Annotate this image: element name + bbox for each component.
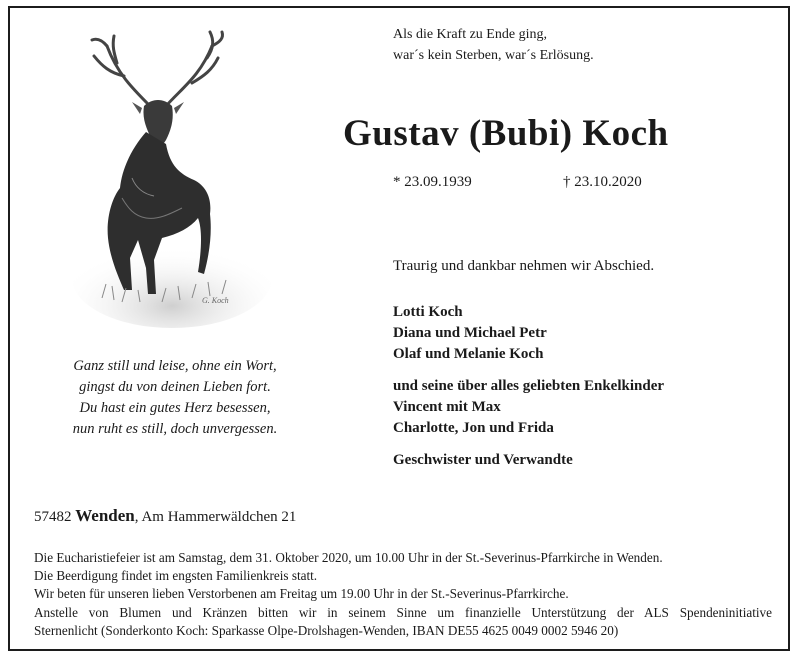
memorial-poem (20, 356, 330, 440)
relatives-line: Geschwister und Verwandte (393, 452, 573, 468)
notes-line: Die Eucharistiefeier ist am Samstag, dem 31. Oktober 2020, um 10.00 Uhr in der St.-Severinus-Pfarrkirche in Wenden. (34, 550, 663, 565)
mourner: Diana und Michael Petr (393, 325, 547, 341)
death-date: † 23.10.2020 (563, 174, 642, 190)
farewell-intro: Traurig und dankbar nehmen wir Abschied. (393, 258, 655, 274)
poem-line: Du hast ein gutes Herz besessen, (79, 400, 271, 416)
top-quote (393, 24, 594, 66)
artist-signature: G. Koch (202, 296, 229, 305)
mourner: Olaf und Melanie Koch (393, 346, 544, 362)
notes-line: Wir beten für unseren lieben Verstorbenen am Freitag um 19.00 Uhr in der St.-Severinus-Pfarrkirche. (34, 586, 569, 602)
top-quote-line: war´s kein Sterben, war´s Erlösung. (393, 48, 594, 63)
mourner: Lotti Koch (393, 304, 463, 320)
poem-line: nun ruht es still, doch unvergessen. (72, 421, 278, 437)
family-address (34, 506, 296, 526)
address-city: Wenden (75, 506, 135, 525)
notes-line: Sternenlicht (Sonderkonto Koch: Sparkasse Olpe-Drolshagen-Wenden, IBAN DE55 4625 0049 0002 5946 20) (34, 622, 619, 638)
address-street: , Am Hammerwäldchen 21 (134, 509, 297, 525)
top-quote-line: Als die Kraft zu Ende ging, (393, 27, 547, 42)
notes-line: Die Beerdigung findet im engsten Familienkreis statt. (34, 568, 318, 584)
notes-line: Anstelle von Blumen und Kränzen bitten wir in seinem Sinne um finanzielle Unterstützung der ALS Spendeninitiative (34, 604, 772, 620)
mourners-list (393, 302, 664, 471)
deceased-name: Gustav (Bubi) Koch (343, 113, 669, 154)
service-notes (34, 549, 772, 640)
grandchildren-line: und seine über alles geliebten Enkelkinder (393, 378, 665, 394)
grandchildren-line: Charlotte, Jon und Frida (393, 420, 554, 436)
birth-date: * 23.09.1939 (393, 174, 472, 190)
address-zip: 57482 (34, 509, 72, 525)
grandchildren-line: Vincent mit Max (393, 399, 501, 415)
poem-line: Ganz still und leise, ohne ein Wort, (73, 358, 277, 374)
stag-illustration (62, 28, 272, 334)
poem-line: gingst du von deinen Lieben fort. (79, 379, 271, 395)
